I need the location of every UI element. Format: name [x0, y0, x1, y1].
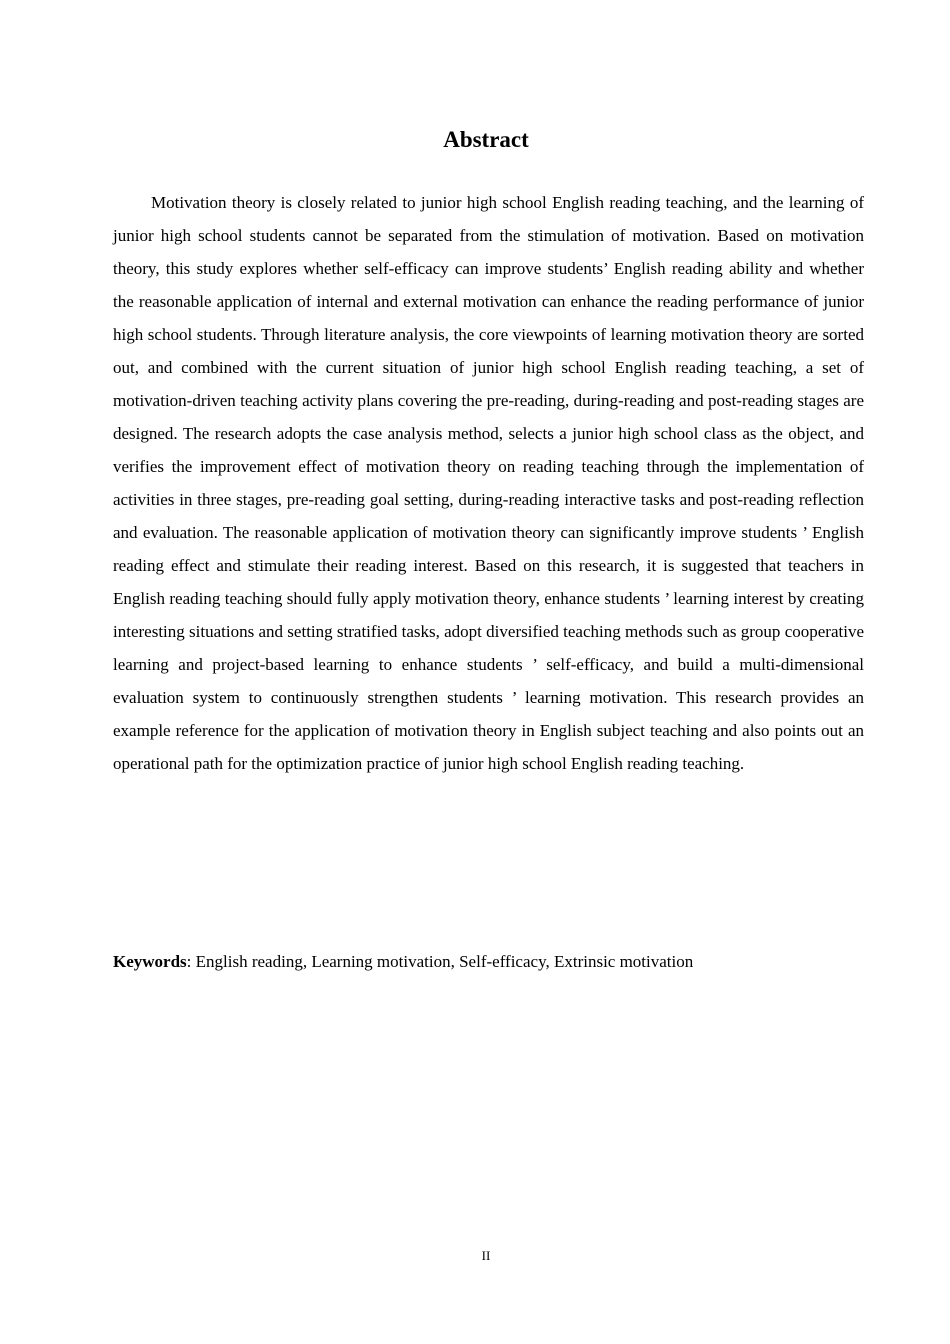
abstract-paragraph: Motivation theory is closely related to junior high school English reading teaching, and the learning of junior high school students cannot be separated from the stimulation of motivation. Based on motivation theory, this study explores whether self-efficacy can improve students’ English reading ability and whether the reasonable application of internal and external motivation can enhance the reading performance of junior high school students. Through literature analysis, the core viewpoints of learning motivation theory are sorted out, and combined with the current situation of junior high school English reading teaching, a set of motivation-driven teaching activity plans covering the pre-reading, during-reading and post-reading stages are designed. The research adopts the case analysis method, selects a junior high school class as the object, and verifies the improvement effect of motivation theory on reading teaching through the implementation of activities in three stages, pre-reading goal setting, during-reading interactive tasks and post-reading reflection and evaluation. The reasonable application of motivation theory can significantly improve students ’ English reading effect and stimulate their reading interest. Based on this research, it is suggested that teachers in English reading teaching should fully apply motivation theory, enhance students ’ learning interest by creating interesting situations and setting stratified tasks, adopt diversified teaching methods such as group cooperative learning and project-based learning to enhance students ’ self-efficacy, and build a multi-dimensional evaluation system to continuously strengthen students ’ learning motivation. This research provides an example reference for the application of motivation theory in English subject teaching and also points out an operational path for the optimization practice of junior high school English reading teaching.	[113, 193, 864, 773]
abstract-title: Abstract	[443, 127, 529, 152]
keywords-list: English reading, Learning motivation, Self-efficacy, Extrinsic motivation	[195, 952, 694, 971]
keywords-label: Keywords	[113, 952, 187, 971]
keywords-line	[113, 946, 864, 978]
page-number: II	[481, 1248, 491, 1263]
keywords-separator: :	[186, 952, 196, 971]
